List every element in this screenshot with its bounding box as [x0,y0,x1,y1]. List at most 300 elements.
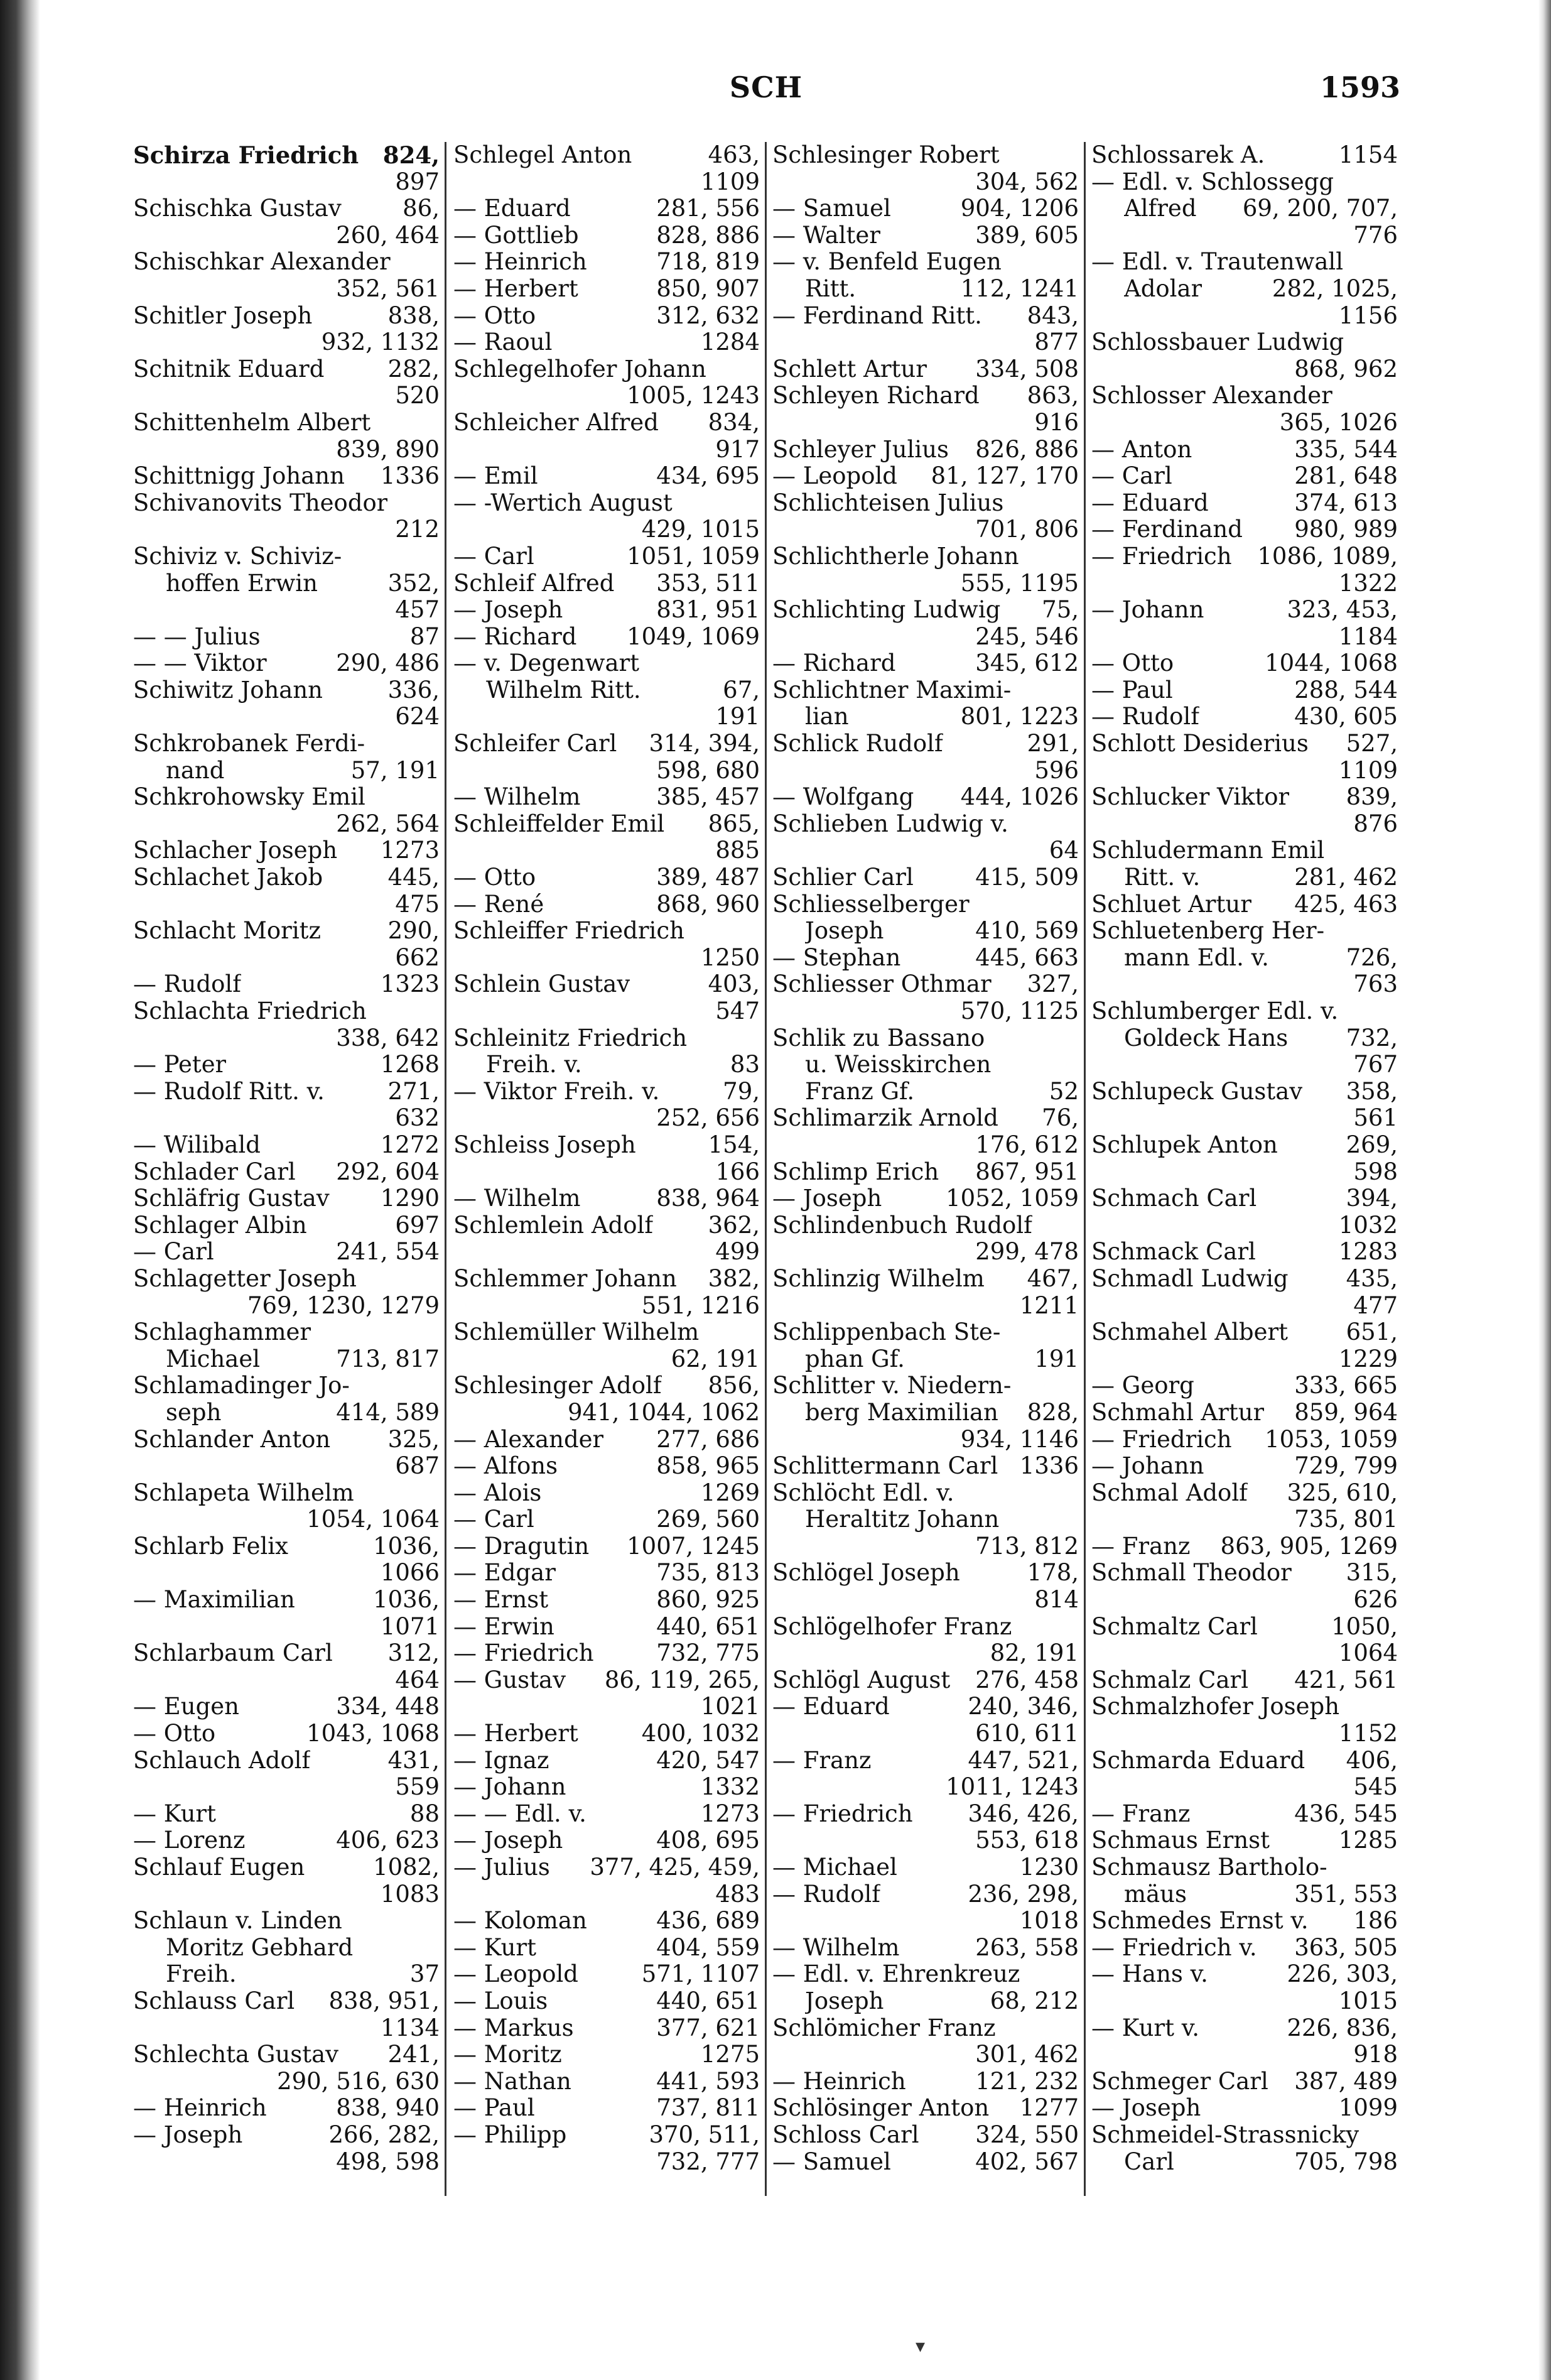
entry-name: — Herbert [453,1720,578,1747]
entry-name: seph [166,1399,222,1426]
index-entry [453,2068,760,2095]
entry-pages [1394,837,1398,864]
entry-name: Schmall Theodor [1091,1560,1292,1587]
index-entry [1091,1747,1398,1774]
entry-name: Schlögl August [772,1666,951,1693]
entry-pages: 1336 [380,463,440,490]
index-entry [453,1506,760,1533]
entry-pages: 176, 612 [975,1131,1079,1158]
entry-pages: 1284 [700,329,760,356]
index-entry [772,276,1079,303]
entry-name: Ritt. v. [1124,864,1201,891]
entry-pages: 186 [1353,1908,1398,1935]
index-entry-continuation [1091,410,1398,437]
entry-pages: 1336 [1019,1453,1079,1480]
index-entry [453,1266,760,1293]
entry-name: Schmalzhofer Joseph [1091,1693,1340,1720]
entry-pages: 291, [1027,731,1079,758]
entry-name: Schmahl Artur [1091,1399,1265,1426]
entry-name: Schludermann Emil [1091,837,1325,864]
index-entry [1091,276,1398,303]
entry-pages: 1064 [1338,1640,1398,1667]
entry-pages: 226, 303, [1287,1961,1398,1988]
entry-pages: 834, [708,409,760,436]
index-entry-continuation [453,1239,760,1266]
index-entry [133,1051,440,1079]
entry-pages: 527, [1346,731,1398,758]
entry-name: Franz Gf. [805,1078,915,1105]
index-entry [133,1319,440,1346]
entry-pages [1075,1025,1079,1052]
entry-pages: 121, 232 [975,2068,1079,2095]
entry-name: — Friedrich [1091,543,1232,570]
entry-pages: 420, 547 [656,1747,760,1774]
entry-name: lian [805,704,849,731]
index-entry [133,1266,440,1293]
entry-pages: 863, [1027,383,1079,410]
entry-name: Michael [166,1345,261,1372]
entry-pages: 83 [730,1051,760,1079]
entry-name: — Julius [453,1854,550,1881]
entry-name: — Eduard [772,1693,890,1720]
entry-pages: 1011, 1243 [946,1774,1079,1801]
index-entry-continuation [453,1105,760,1132]
index-entry [1091,1185,1398,1212]
index-columns [133,142,1403,2196]
entry-name: Schlupek Anton [1091,1131,1278,1158]
index-entry [772,1051,1079,1079]
index-entry [1091,677,1398,704]
entry-name: — Kurt [133,1800,216,1827]
entry-pages [1394,1854,1398,1881]
entry-name: Schläfrig Gustav [133,1185,330,1212]
entry-pages: 1156 [1338,302,1398,329]
entry-pages: 838, [387,302,440,329]
index-entry [1091,731,1398,758]
scan-edge-left [0,0,40,2380]
index-entry [772,222,1079,249]
entry-pages: 445, 663 [975,944,1079,971]
entry-pages: 327, [1027,971,1079,998]
entry-pages: 1277 [1019,2095,1079,2122]
entry-name: Schloss Carl [772,2121,919,2148]
entry-pages: 370, 511, [649,2121,760,2148]
index-entry-continuation [772,1239,1079,1266]
entry-name: Schluet Artur [1091,891,1251,918]
index-entry [133,1132,440,1159]
entry-name: — Edl. v. Trautenwall [1091,249,1344,276]
entry-name: Schlesinger Adolf [453,1372,662,1399]
index-entry-continuation [772,1720,1079,1747]
entry-pages: 425, 463 [1294,891,1398,918]
entry-name: Schlacher Joseph [133,837,338,864]
entry-name: Schliesselberger [772,891,970,918]
entry-pages: 571, 1107 [641,1961,760,1988]
index-entry [133,1239,440,1266]
entry-name: — Johann [453,1774,566,1801]
index-entry-continuation [772,758,1079,785]
entry-pages: 389, 487 [656,864,760,891]
entry-pages: 166 [715,1158,760,1185]
index-entry [1091,490,1398,517]
entry-pages: 385, 457 [656,784,760,811]
index-entry [1091,1693,1398,1720]
entry-pages: 394, [1346,1185,1398,1212]
entry-name: — Ignaz [453,1747,549,1774]
entry-name: — Alfons [453,1453,558,1480]
entry-pages: 324, 550 [975,2121,1079,2148]
entry-pages: 325, [387,1426,440,1453]
entry-pages: 377, 621 [656,2014,760,2041]
entry-pages: 624 [395,704,440,731]
entry-name: — Johann [1091,1453,1204,1480]
entry-pages: 334, 448 [336,1693,440,1720]
entry-pages: 1152 [1338,1720,1398,1747]
entry-pages: 81, 127, 170 [931,463,1079,490]
entry-pages: 406, 623 [336,1827,440,1854]
index-entry-continuation [453,945,760,972]
index-entry [453,2015,760,2042]
index-entry-continuation [1091,811,1398,838]
entry-name: — Joseph [133,2121,243,2148]
entry-pages [1075,1961,1079,1988]
index-entry [133,1212,440,1239]
index-entry-continuation [772,1426,1079,1454]
entry-pages: 338, 642 [336,1024,440,1051]
index-entry [453,1988,760,2015]
entry-pages [436,784,440,811]
entry-pages: 240, 346, [968,1693,1079,1720]
entry-name: — — Edl. v. [453,1800,586,1827]
entry-pages: 445, [387,864,440,891]
index-entry-continuation [1091,624,1398,651]
index-entry-continuation [772,1827,1079,1854]
entry-pages [436,1372,440,1399]
index-entry [453,1908,760,1935]
entry-name: Schliesser Othmar [772,971,992,998]
index-entry [1091,1614,1398,1641]
entry-pages: 260, 464 [336,222,440,249]
entry-name: — Otto [133,1720,216,1747]
index-entry [772,918,1079,945]
entry-pages: 918 [1353,2041,1398,2068]
index-entry [453,1560,760,1587]
entry-pages: 1229 [1338,1345,1398,1372]
index-entry [1091,891,1398,918]
entry-pages: 1066 [380,1560,440,1587]
index-entry-continuation [133,945,440,972]
entry-pages: 867, 951 [975,1158,1079,1185]
index-entry-continuation [772,516,1079,543]
entry-pages: 304, 562 [975,168,1079,195]
entry-pages: 263, 558 [975,1934,1079,1961]
entry-pages: 776 [1353,222,1398,249]
index-entry-continuation [1091,2041,1398,2068]
entry-name: Schmeidel-Strassnicky [1091,2121,1359,2148]
entry-name: Schlichtherle Johann [772,543,1019,570]
entry-pages [1394,918,1398,945]
entry-pages: 1275 [700,2041,760,2068]
entry-pages: 281, 462 [1294,864,1398,891]
index-entry [133,650,440,677]
entry-pages: 352, [387,570,440,597]
index-entry [453,195,760,222]
entry-pages: 312, 632 [656,302,760,329]
entry-pages: 858, 965 [656,1453,760,1480]
index-entry [772,1372,1079,1399]
entry-pages: 429, 1015 [641,516,760,543]
scan-edge-right [1538,0,1551,2380]
entry-pages: 876 [1353,810,1398,837]
entry-name: nand [166,757,225,784]
entry-name: — Carl [133,1239,214,1266]
entry-pages: 1007, 1245 [627,1533,760,1560]
index-column-2 [453,142,760,2196]
entry-pages: 377, 425, 459, [590,1854,760,1881]
entry-name: Schlimarzik Arnold [772,1105,998,1132]
entry-name: — Eugen [133,1693,240,1720]
index-entry-continuation [1091,222,1398,249]
entry-pages: 76, [1042,1105,1079,1132]
index-entry-continuation [1091,1159,1398,1186]
entry-name: — Edgar [453,1560,556,1587]
index-entry-continuation [453,998,760,1025]
entry-name: Schlaghammer [133,1319,311,1346]
entry-name: Schlauf Eugen [133,1854,305,1881]
entry-pages: 868, 962 [1294,356,1398,383]
index-entry [133,1961,440,1988]
index-entry [133,784,440,811]
entry-name: — Friedrich [772,1800,913,1827]
entry-pages: 735, 813 [656,1560,760,1587]
index-entry-continuation [133,891,440,918]
index-entry [133,677,440,704]
index-entry [1091,516,1398,543]
entry-name: — Gottlieb [453,222,579,249]
index-entry [1091,1881,1398,1908]
entry-pages: 281, 648 [1294,463,1398,490]
index-entry [453,1640,760,1667]
entry-name: — Wilhelm [453,1185,581,1212]
entry-pages: 885 [715,837,760,864]
entry-name: Schkrobanek Ferdi- [133,731,365,758]
entry-pages: 382, [708,1265,760,1292]
entry-name: Schitnik Eduard [133,356,325,383]
entry-pages: 447, 521, [968,1747,1079,1774]
index-entry [772,1346,1079,1373]
index-entry-continuation [133,222,440,249]
entry-pages: 191 [715,704,760,731]
entry-name: — Otto [453,302,536,329]
entry-pages: 1184 [1338,623,1398,650]
entry-name: — Walter [772,222,880,249]
entry-name: Ritt. [805,275,857,302]
entry-pages [1394,998,1398,1025]
index-entry [772,704,1079,731]
entry-name: — — Julius [133,623,261,650]
index-entry [1091,1079,1398,1106]
entry-pages: 269, [1346,1131,1398,1158]
index-entry [1091,918,1398,945]
entry-name: Schischka Gustav [133,195,342,222]
index-entry [133,758,440,785]
entry-name: berg Maximilian [805,1399,998,1426]
index-column-4 [1091,142,1398,2196]
entry-pages: 406, [1346,1747,1398,1774]
entry-pages: 705, 798 [1294,2148,1398,2175]
entry-pages: 435, [1346,1265,1398,1292]
index-entry-continuation [1091,356,1398,383]
index-entry [772,1747,1079,1774]
entry-name: Schlick Rudolf [772,731,943,758]
index-entry [453,1774,760,1801]
entry-pages [1394,383,1398,410]
index-entry [772,1693,1079,1720]
index-entry-continuation [453,704,760,731]
entry-pages: 838, 964 [656,1185,760,1212]
entry-pages: 299, 478 [975,1239,1079,1266]
index-entry-continuation [772,1587,1079,1614]
index-entry [453,1372,760,1399]
entry-pages: 241, 554 [336,1239,440,1266]
entry-name: Freih. v. [486,1051,582,1079]
entry-name: — Franz [1091,1800,1191,1827]
index-entry [133,1185,440,1212]
entry-pages: 323, 453, [1287,597,1398,624]
entry-pages: 897 [395,168,440,195]
entry-name: Schlinzig Wilhelm [772,1265,985,1292]
index-entry [453,1854,760,1881]
index-entry [453,1747,760,1774]
entry-name: Schlauss Carl [133,1987,295,2014]
entry-name: — Stephan [772,944,901,971]
index-entry [453,784,760,811]
entry-name: Schlacht Moritz [133,918,322,945]
entry-name: — Rudolf [1091,704,1199,731]
index-entry [772,1025,1079,1052]
index-entry [772,2015,1079,2042]
index-entry-continuation [453,1399,760,1426]
index-entry-continuation [772,169,1079,196]
entry-pages: 440, 651 [656,1987,760,2014]
entry-pages: 718, 819 [656,249,760,276]
index-entry [772,1480,1079,1507]
entry-name: Goldeck Hans [1124,1024,1289,1051]
entry-name: Schleiffelder Emil [453,810,665,837]
entry-name: — Johann [1091,597,1204,624]
index-entry [453,329,760,356]
index-entry [772,1159,1079,1186]
index-entry [133,2122,440,2149]
entry-pages: 865, [708,810,760,837]
entry-name: Schlömicher Franz [772,2014,996,2041]
index-entry [1091,1801,1398,1828]
entry-name: — Friedrich [453,1640,594,1667]
entry-pages: 713, 817 [336,1345,440,1372]
index-entry-continuation [133,2149,440,2176]
entry-pages [1075,249,1079,276]
entry-pages: 226, 836, [1287,2014,1398,2041]
entry-pages: 400, 1032 [641,1720,760,1747]
entry-pages: 335, 544 [1294,436,1398,463]
index-entry-continuation [133,169,440,196]
entry-pages: 154, [708,1131,760,1158]
entry-pages: 301, 462 [975,2041,1079,2068]
entry-pages: 252, 656 [656,1105,760,1132]
entry-pages: 1273 [700,1800,760,1827]
index-entry [772,1399,1079,1426]
index-entry-continuation [772,1774,1079,1801]
index-entry [1091,2015,1398,2042]
index-entry-continuation [133,1560,440,1587]
entry-pages: 314, 394, [649,731,760,758]
entry-pages: 352, 561 [336,275,440,302]
entry-pages: 1134 [380,2014,440,2041]
entry-pages: 726, [1346,944,1398,971]
index-entry [133,864,440,891]
entry-name: — — Viktor [133,650,267,677]
entry-name: — Wilhelm [453,784,581,811]
entry-pages: 1273 [380,837,440,864]
index-entry-continuation [133,1506,440,1533]
index-entry [1091,597,1398,624]
index-entry [453,410,760,437]
entry-name: Schlagetter Joseph [133,1265,357,1292]
index-entry-continuation [772,998,1079,1025]
entry-pages [1075,2015,1079,2042]
entry-name: Schleifer Carl [453,731,617,758]
entry-name: Schlein Gustav [453,971,630,998]
entry-pages: 729, 799 [1294,1453,1398,1480]
entry-pages: 353, 511 [656,570,760,597]
entry-name: — Rudolf Ritt. v. [133,1078,325,1105]
index-entry [1091,1533,1398,1560]
index-entry [1091,1560,1398,1587]
index-entry [1091,1480,1398,1507]
entry-pages: 351, 553 [1294,1881,1398,1908]
index-entry [772,1614,1079,1641]
index-entry [772,731,1079,758]
index-entry [1091,1132,1398,1159]
entry-name: — Alois [453,1479,542,1506]
index-entry-continuation [133,2068,440,2095]
entry-name: Moritz Gebhard [166,1934,354,1961]
entry-pages: 346, 426, [968,1800,1079,1827]
index-entry-continuation [133,704,440,731]
index-entry [453,597,760,624]
entry-pages [756,1025,760,1052]
entry-pages: 1099 [1338,2095,1398,2122]
entry-name: Schlaun v. Linden [133,1908,342,1935]
entry-pages: 82, 191 [990,1640,1079,1667]
index-entry [453,1132,760,1159]
entry-name: Schlachet Jakob [133,864,323,891]
entry-name: — Rudolf [772,1881,880,1908]
entry-pages: 547 [715,998,760,1024]
index-entry [1091,1426,1398,1454]
index-entry [772,2095,1079,2122]
entry-name: — Koloman [453,1908,587,1935]
index-entry [1091,1667,1398,1694]
index-entry-continuation [453,437,760,464]
entry-name: Schleiss Joseph [453,1131,636,1158]
entry-name: — Philipp [453,2121,567,2148]
entry-pages [436,249,440,276]
page-number: 1593 [1319,70,1400,104]
entry-pages: 598, 680 [656,757,760,784]
index-entry-continuation [1091,758,1398,785]
entry-name: phan Gf. [805,1345,905,1372]
